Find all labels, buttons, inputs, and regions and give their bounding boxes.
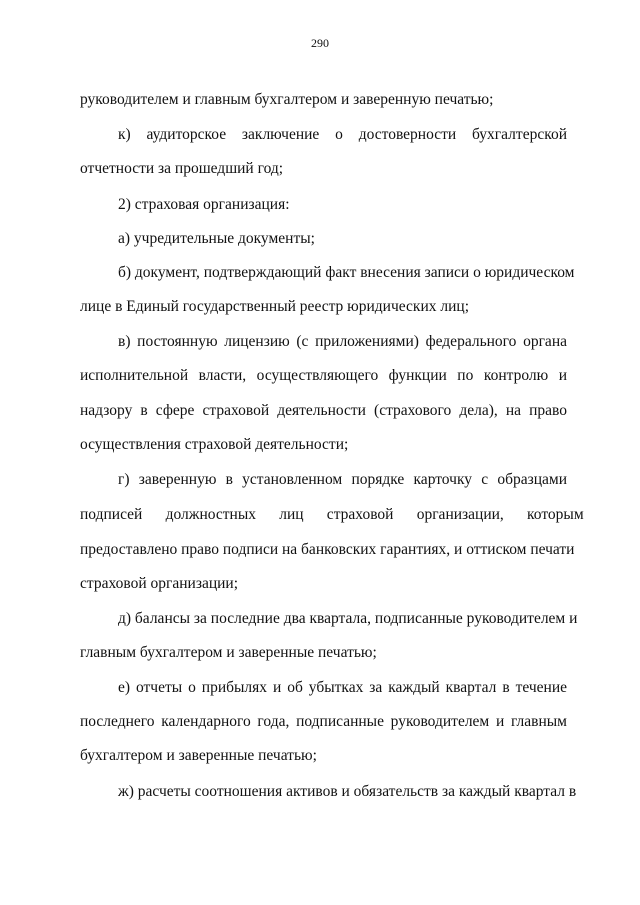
text-line: исполнительной власти, осуществляющего функции по контролю и bbox=[80, 367, 567, 384]
text-line: е) отчеты о прибылях и об убытках за каждый квартал в течение bbox=[118, 679, 567, 696]
text-line: в) постоянную лицензию (с приложениями) федерального органа bbox=[118, 333, 567, 350]
text-line: страховой организации; bbox=[80, 575, 239, 592]
text-line: последнего календарного года, подписанные руководителем и главным bbox=[80, 713, 567, 730]
text-line: б) документ, подтверждающий факт внесения записи о юридическом bbox=[118, 264, 575, 281]
text-line: лице в Единый государственный реестр юридических лиц; bbox=[80, 298, 469, 315]
text-line: предоставлено право подписи на банковских гарантиях, и оттиском печати bbox=[80, 541, 575, 558]
text-line: д) балансы за последние два квартала, подписанные руководителем и bbox=[118, 610, 578, 627]
text-line: ж) расчеты соотношения активов и обязательств за каждый квартал в bbox=[118, 783, 577, 800]
text-line: надзору в сфере страховой деятельности (страхового дела), на право bbox=[80, 402, 567, 419]
text-line: г) заверенную в установленном порядке карточку с образцами bbox=[118, 471, 567, 488]
text-line: бухгалтером и заверенные печатью; bbox=[80, 747, 317, 764]
text-line: отчетности за прошедший год; bbox=[80, 160, 284, 177]
text-line: руководителем и главным бухгалтером и заверенную печатью; bbox=[80, 91, 494, 108]
text-line: осуществления страховой деятельности; bbox=[80, 436, 349, 453]
text-line: а) учредительные документы; bbox=[118, 230, 315, 247]
text-line: главным бухгалтером и заверенные печатью; bbox=[80, 644, 377, 661]
text-line: подписей должностных лиц страховой организации, которым bbox=[80, 506, 584, 523]
text-line: к) аудиторское заключение о достоверности бухгалтерской bbox=[118, 126, 567, 143]
text-line: 2) страховая организация: bbox=[118, 196, 290, 213]
page-number: 290 bbox=[311, 36, 329, 50]
